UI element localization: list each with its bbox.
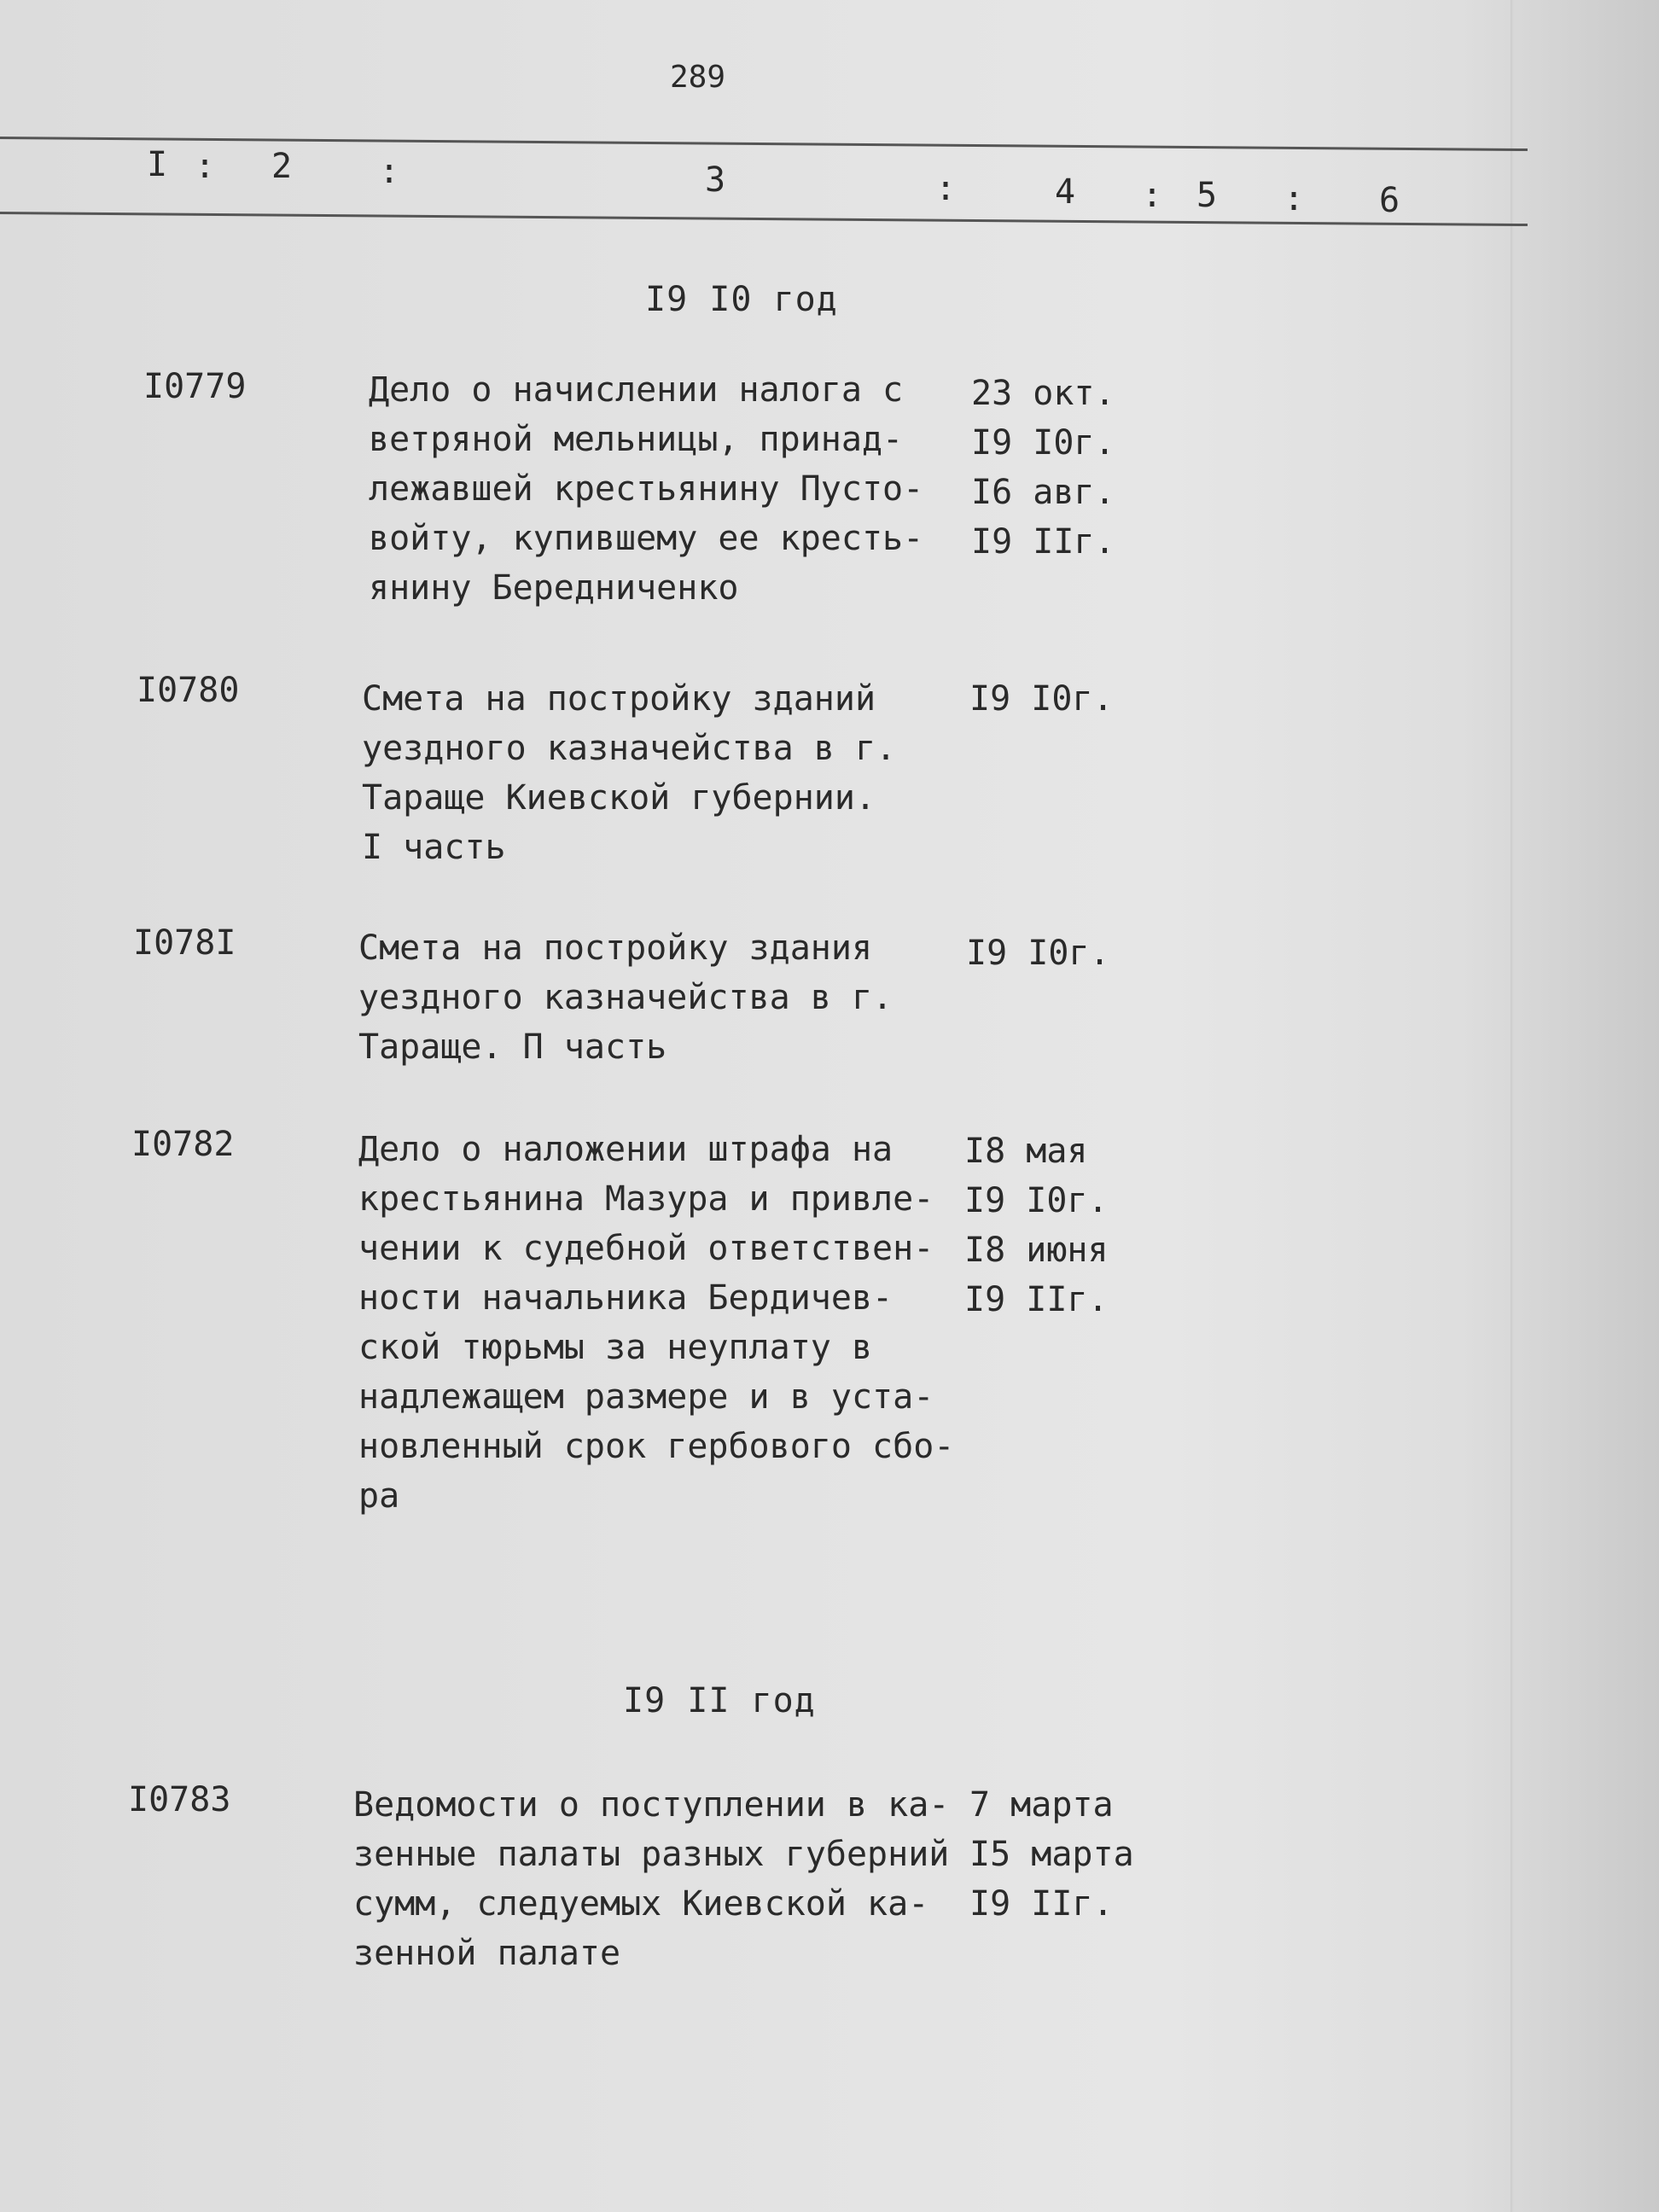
entry-dates xyxy=(969,1780,1134,1929)
description-line: Тараще. П часть xyxy=(358,1027,667,1067)
description-line: надлежащем размере и в уста- xyxy=(358,1377,934,1417)
description-line: Дело о наложении штрафа на xyxy=(358,1130,894,1169)
year-heading-1911: I9 II год xyxy=(623,1681,816,1720)
entry-description xyxy=(358,1125,954,1521)
description-line: войту, купившему ее кресть- xyxy=(369,519,924,558)
description-line: Смета на постройку здания xyxy=(358,928,873,968)
column-number-4: 4 xyxy=(1055,172,1076,212)
description-line: лежавшей крестьянину Пусто- xyxy=(369,469,924,509)
column-separator: : xyxy=(379,152,400,191)
entry-dates xyxy=(971,369,1115,567)
column-number-1: I xyxy=(147,145,168,184)
column-number-6: 6 xyxy=(1379,181,1400,220)
page-number: 289 xyxy=(670,60,726,95)
description-line: ской тюрьмы за неуплату в xyxy=(358,1328,873,1367)
date-line: I9 I0г. xyxy=(964,1181,1109,1220)
date-line: I9 IIг. xyxy=(971,522,1115,562)
column-number-5: 5 xyxy=(1196,176,1218,215)
entry-number: I0779 xyxy=(143,367,247,406)
date-line: I9 I0г. xyxy=(966,934,1110,973)
entry-number: I0783 xyxy=(128,1780,231,1819)
page-fold-shadow xyxy=(1511,0,1514,2212)
date-line: I9 I0г. xyxy=(971,423,1115,463)
description-line: новленный срок гербового сбо- xyxy=(358,1427,955,1466)
date-line: I8 мая xyxy=(964,1132,1088,1171)
header-rule-top xyxy=(0,137,1528,151)
description-line: ности начальника Бердичев- xyxy=(358,1278,894,1318)
description-line: ветряной мельницы, принад- xyxy=(369,420,904,459)
entry-dates xyxy=(964,1126,1109,1324)
description-line: крестьянина Мазура и привле- xyxy=(358,1179,934,1219)
column-number-2: 2 xyxy=(271,147,293,186)
description-line: Тараще Киевской губернии. xyxy=(362,778,876,818)
description-line: ра xyxy=(358,1476,400,1516)
entry-number: I0782 xyxy=(131,1125,235,1164)
entry-description xyxy=(353,1780,949,1978)
description-line: I часть xyxy=(362,828,506,867)
column-number-3: 3 xyxy=(705,160,726,200)
date-line: I9 IIг. xyxy=(964,1280,1109,1319)
description-line: сумм, следуемых Киевской ка- xyxy=(353,1884,929,1924)
column-separator: : xyxy=(1142,176,1163,215)
entry-dates xyxy=(966,928,1110,978)
year-heading-1910: I9 I0 год xyxy=(645,280,838,319)
date-line: I9 I0г. xyxy=(969,679,1114,719)
description-line: зенные палаты разных губерний xyxy=(353,1835,950,1874)
date-line: I5 марта xyxy=(969,1835,1134,1874)
entry-number: I078I xyxy=(133,923,236,963)
description-line: уездного казначейства в г. xyxy=(362,729,897,768)
description-line: уездного казначейства в г. xyxy=(358,978,894,1017)
description-line: зенной палате xyxy=(353,1934,621,1973)
date-line: I6 авг. xyxy=(971,473,1115,512)
description-line: чении к судебной ответствен- xyxy=(358,1229,934,1268)
column-separator: : xyxy=(195,147,216,186)
description-line: Ведомости о поступлении в ка- xyxy=(353,1785,950,1825)
date-line: 23 окт. xyxy=(971,374,1115,413)
description-line: Дело о начислении налога с xyxy=(369,370,904,410)
entry-description xyxy=(369,365,923,613)
date-line: 7 марта xyxy=(969,1785,1114,1825)
entry-description xyxy=(362,674,896,872)
entry-number: I0780 xyxy=(137,671,240,710)
description-line: Смета на постройку зданий xyxy=(362,679,876,719)
date-line: I9 IIг. xyxy=(969,1884,1114,1924)
entry-dates xyxy=(969,674,1114,724)
description-line: янину Бередниченко xyxy=(369,568,739,608)
column-separator: : xyxy=(1284,179,1305,218)
date-line: I8 июня xyxy=(964,1231,1109,1270)
column-separator: : xyxy=(935,169,957,208)
entry-description xyxy=(358,923,893,1072)
